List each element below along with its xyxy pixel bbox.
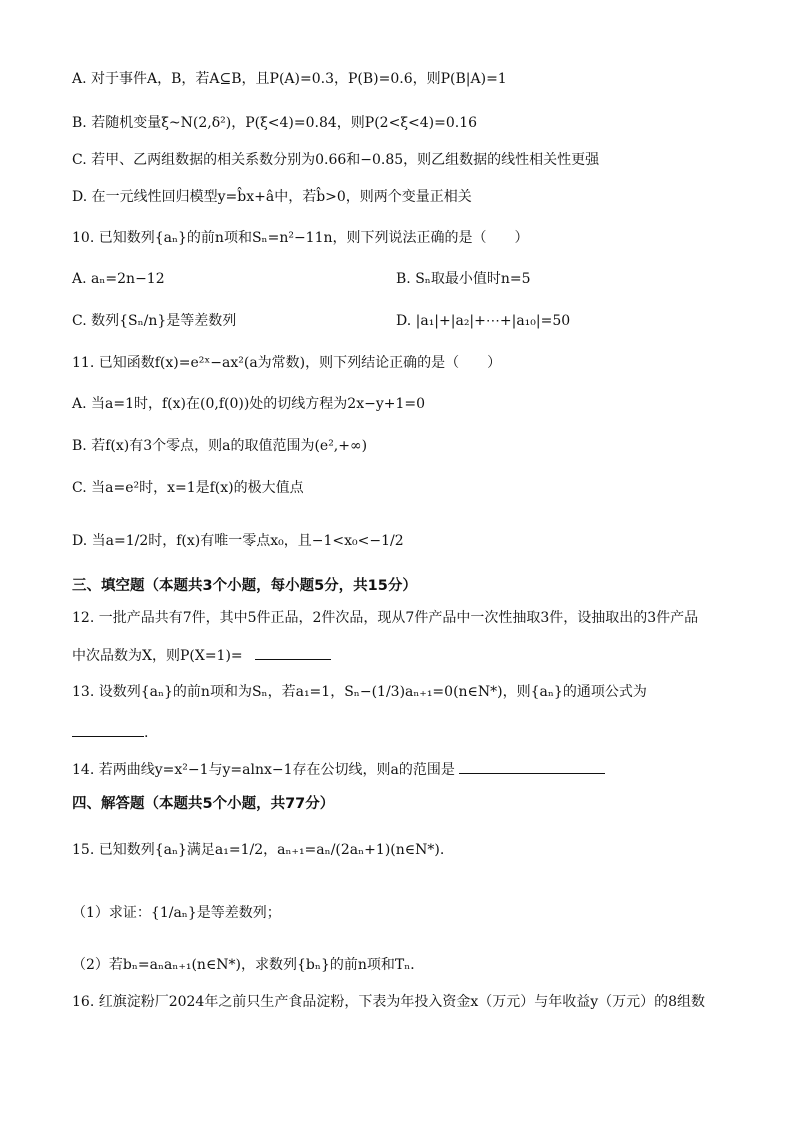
section-4-heading: 四、解答题（本题共5个小题，共77分）: [72, 796, 335, 812]
question-12-line1: 12. 一批产品共有7件，其中5件正品，2件次品，现从7件产品中一次性抽取3件，设抽取出的3件产品: [72, 610, 699, 626]
option-11b: B. 若f(x)有3个零点，则a的取值范围为(e²,+∞): [72, 438, 368, 454]
answer-blank-14[interactable]: [459, 759, 605, 774]
option-9d: D. 在一元线性回归模型y=b̂x+â中，若b̂>0，则两个变量正相关: [72, 189, 472, 205]
question-13-period: .: [144, 725, 149, 741]
option-10a: A. aₙ=2n−12: [72, 271, 165, 287]
option-11a: A. 当a=1时，f(x)在(0,f(0))处的切线方程为2x−y+1=0: [72, 396, 426, 412]
question-15: 15. 已知数列{aₙ}满足a₁=1/2，aₙ₊₁=aₙ/(2aₙ+1)(n∈N*).: [72, 842, 445, 858]
option-11d: D. 当a=1/2时，f(x)有唯一零点x₀，且−1<x₀<−1/2: [72, 533, 404, 549]
question-14: [72, 759, 605, 780]
answer-blank-12[interactable]: [255, 645, 331, 660]
question-14-text: 14. 若两曲线y=x²−1与y=alnx−1存在公切线，则a的范围是: [72, 762, 455, 778]
question-13-line2: [72, 722, 148, 743]
option-9b: B. 若随机变量ξ~N(2,δ²)，P(ξ<4)=0.84，则P(2<ξ<4)=0.16: [72, 115, 478, 131]
option-10b: B. Sₙ取最小值时n=5: [396, 271, 531, 287]
question-12-text: 中次品数为X，则P(X=1)=: [72, 648, 243, 664]
answer-blank-13[interactable]: [72, 722, 144, 737]
option-10d: D. |a₁|+|a₂|+⋯+|a₁₀|=50: [396, 313, 571, 329]
question-12-line2: [72, 645, 331, 666]
question-11: 11. 已知函数f(x)=e²ˣ−ax²(a为常数)，则下列结论正确的是（ ）: [72, 355, 502, 371]
option-9a: A. 对于事件A，B，若A⊆B，且P(A)=0.3，P(B)=0.6，则P(B|A)=1: [72, 71, 507, 87]
question-15-part2: （2）若bₙ=aₙaₙ₊₁(n∈N*)，求数列{bₙ}的前n项和Tₙ．: [72, 957, 425, 973]
question-16: 16. 红旗淀粉厂2024年之前只生产食品淀粉，下表为年投入资金x（万元）与年收益y（万元）的8组数: [72, 994, 706, 1010]
question-15-part1: （1）求证：{1/aₙ}是等差数列；: [72, 905, 281, 921]
question-13-line1: 13. 设数列{aₙ}的前n项和为Sₙ，若a₁=1，Sₙ−(1/3)aₙ₊₁=0(n∈N*)，则{aₙ}的通项公式为: [72, 684, 647, 700]
question-10: 10. 已知数列{aₙ}的前n项和Sₙ=n²−11n，则下列说法正确的是（ ）: [72, 230, 529, 246]
option-9c: C. 若甲、乙两组数据的相关系数分别为0.66和−0.85，则乙组数据的线性相关性更强: [72, 152, 600, 168]
option-11c: C. 当a=e²时，x=1是f(x)的极大值点: [72, 480, 304, 496]
option-10c: C. 数列{Sₙ/n}是等差数列: [72, 313, 237, 329]
section-3-heading: 三、填空题（本题共3个小题，每小题5分，共15分）: [72, 578, 417, 594]
